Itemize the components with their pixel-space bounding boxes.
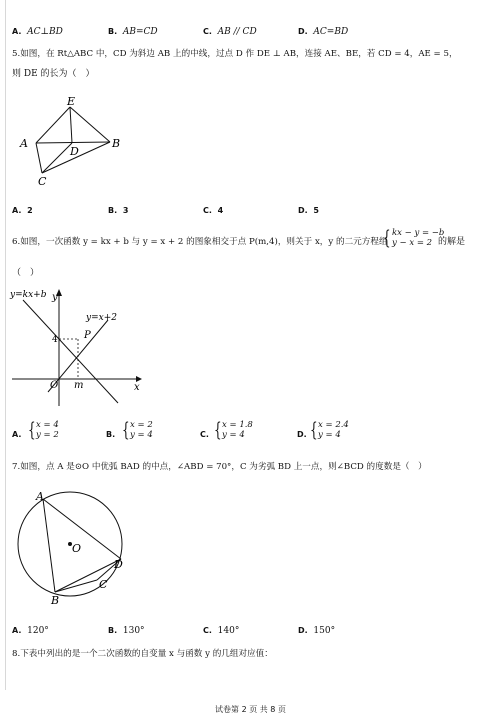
q6-option-b-brace: { <box>122 417 130 441</box>
q6-stem-line2: （ ） <box>12 268 40 278</box>
q6-option-d-row2: y = 4 <box>318 430 341 440</box>
q6-option-b-row1: x = 2 <box>130 420 153 430</box>
q6-system-row2: y − x = 2 <box>392 238 433 248</box>
q4-option-d: D. AC=BD <box>298 27 349 37</box>
q6-label-line2: y=x+2 <box>86 313 117 323</box>
q7-label-o: O <box>72 542 82 555</box>
q7-stem-line1: 7.如图，点 A 是⊙O 中优弧 BAD 的中点，∠ABD = 70°，C 为劣弧 BD 上一点，则∠BCD 的度数是（ ） <box>12 462 427 472</box>
q4-option-c: C. AB // CD <box>203 27 257 37</box>
q8-stem-line1: 8.下表中列出的是一个二次函数的自变量 x 与函数 y 的几组对应值： <box>12 649 273 659</box>
q6-system <box>392 228 444 248</box>
q6-label-line1: y=kx+b <box>10 290 47 300</box>
q6-option-d-system <box>318 420 349 440</box>
q6-system-row1: kx − y = −b <box>392 228 445 238</box>
q5-label-c: C <box>38 175 47 188</box>
q4-option-b: B. AB=CD <box>108 27 158 37</box>
q6-label-x-axis: x <box>134 382 140 393</box>
q7-option-c: C. 140° <box>203 626 240 636</box>
q7-label-a: A <box>36 490 44 503</box>
q6-option-c-label: C. <box>200 430 209 439</box>
q5-label-e: E <box>67 95 76 108</box>
q6-option-a-brace: { <box>28 417 36 441</box>
q7-label-d: D <box>114 558 123 571</box>
q6-option-d-row1: x = 2.4 <box>318 420 349 430</box>
q6-option-b-row2: y = 4 <box>130 430 153 440</box>
q6-stem-end: 的解是 <box>438 237 466 247</box>
q6-option-c-brace: { <box>214 417 222 441</box>
q6-label-y-axis: y <box>52 292 58 303</box>
q7-label-b: B <box>51 594 60 607</box>
q6-option-b-system <box>130 420 153 440</box>
q4-option-a: A. AC⊥BD <box>12 27 63 37</box>
q7-label-c: C <box>99 578 108 591</box>
q5-label-a: A <box>20 137 28 150</box>
q6-label-p: P <box>84 330 91 341</box>
q5-option-d: D. 5 <box>298 206 319 215</box>
q6-option-a-label: A. <box>12 430 22 439</box>
q6-option-d-brace: { <box>310 417 318 441</box>
q6-option-c-row2: y = 4 <box>222 430 245 440</box>
q6-system-brace: { <box>383 225 391 249</box>
q7-option-b: B. 130° <box>108 626 145 636</box>
q5-option-a: A. 2 <box>12 206 33 215</box>
q6-option-c-row1: x = 1.8 <box>222 420 253 430</box>
q6-option-a-row1: x = 4 <box>36 420 59 430</box>
page-margin-line <box>5 0 6 690</box>
q6-label-origin: O <box>50 380 59 391</box>
q6-option-a-row2: y = 2 <box>36 430 59 440</box>
q6-label-m: m <box>74 380 84 391</box>
q6-option-a-system <box>36 420 59 440</box>
q6-figure <box>8 288 148 408</box>
q6-stem-line1: 6.如图，一次函数 y = kx + b 与 y = x + 2 的图象相交于点 P(m,4)，则关于 x，y 的二元方程组 <box>12 237 388 247</box>
q6-option-c-system <box>222 420 253 440</box>
q5-option-b: B. 3 <box>108 206 129 215</box>
q7-option-d: D. 150° <box>298 626 336 636</box>
q5-stem-line1: 5.如图，在 Rt△ABC 中，CD 为斜边 AB 上的中线，过点 D 作 DE ⊥ AB，连接 AE、BE，若 CD = 4，AE = 5， <box>12 49 458 59</box>
q6-label-four: 4 <box>52 335 58 345</box>
q6-option-d-label: D. <box>297 430 307 439</box>
q5-figure <box>14 95 134 190</box>
q5-label-d: D <box>70 145 79 158</box>
q5-stem-line2: 则 DE 的长为（ ） <box>12 69 95 79</box>
q7-option-a: A. 120° <box>12 626 49 636</box>
q6-option-b-label: B. <box>106 430 116 439</box>
q7-figure <box>14 488 134 608</box>
q5-label-b: B <box>112 137 121 150</box>
page-footer: 试卷第 2 页 共 8 页 <box>215 705 286 714</box>
q5-option-c: C. 4 <box>203 206 224 215</box>
